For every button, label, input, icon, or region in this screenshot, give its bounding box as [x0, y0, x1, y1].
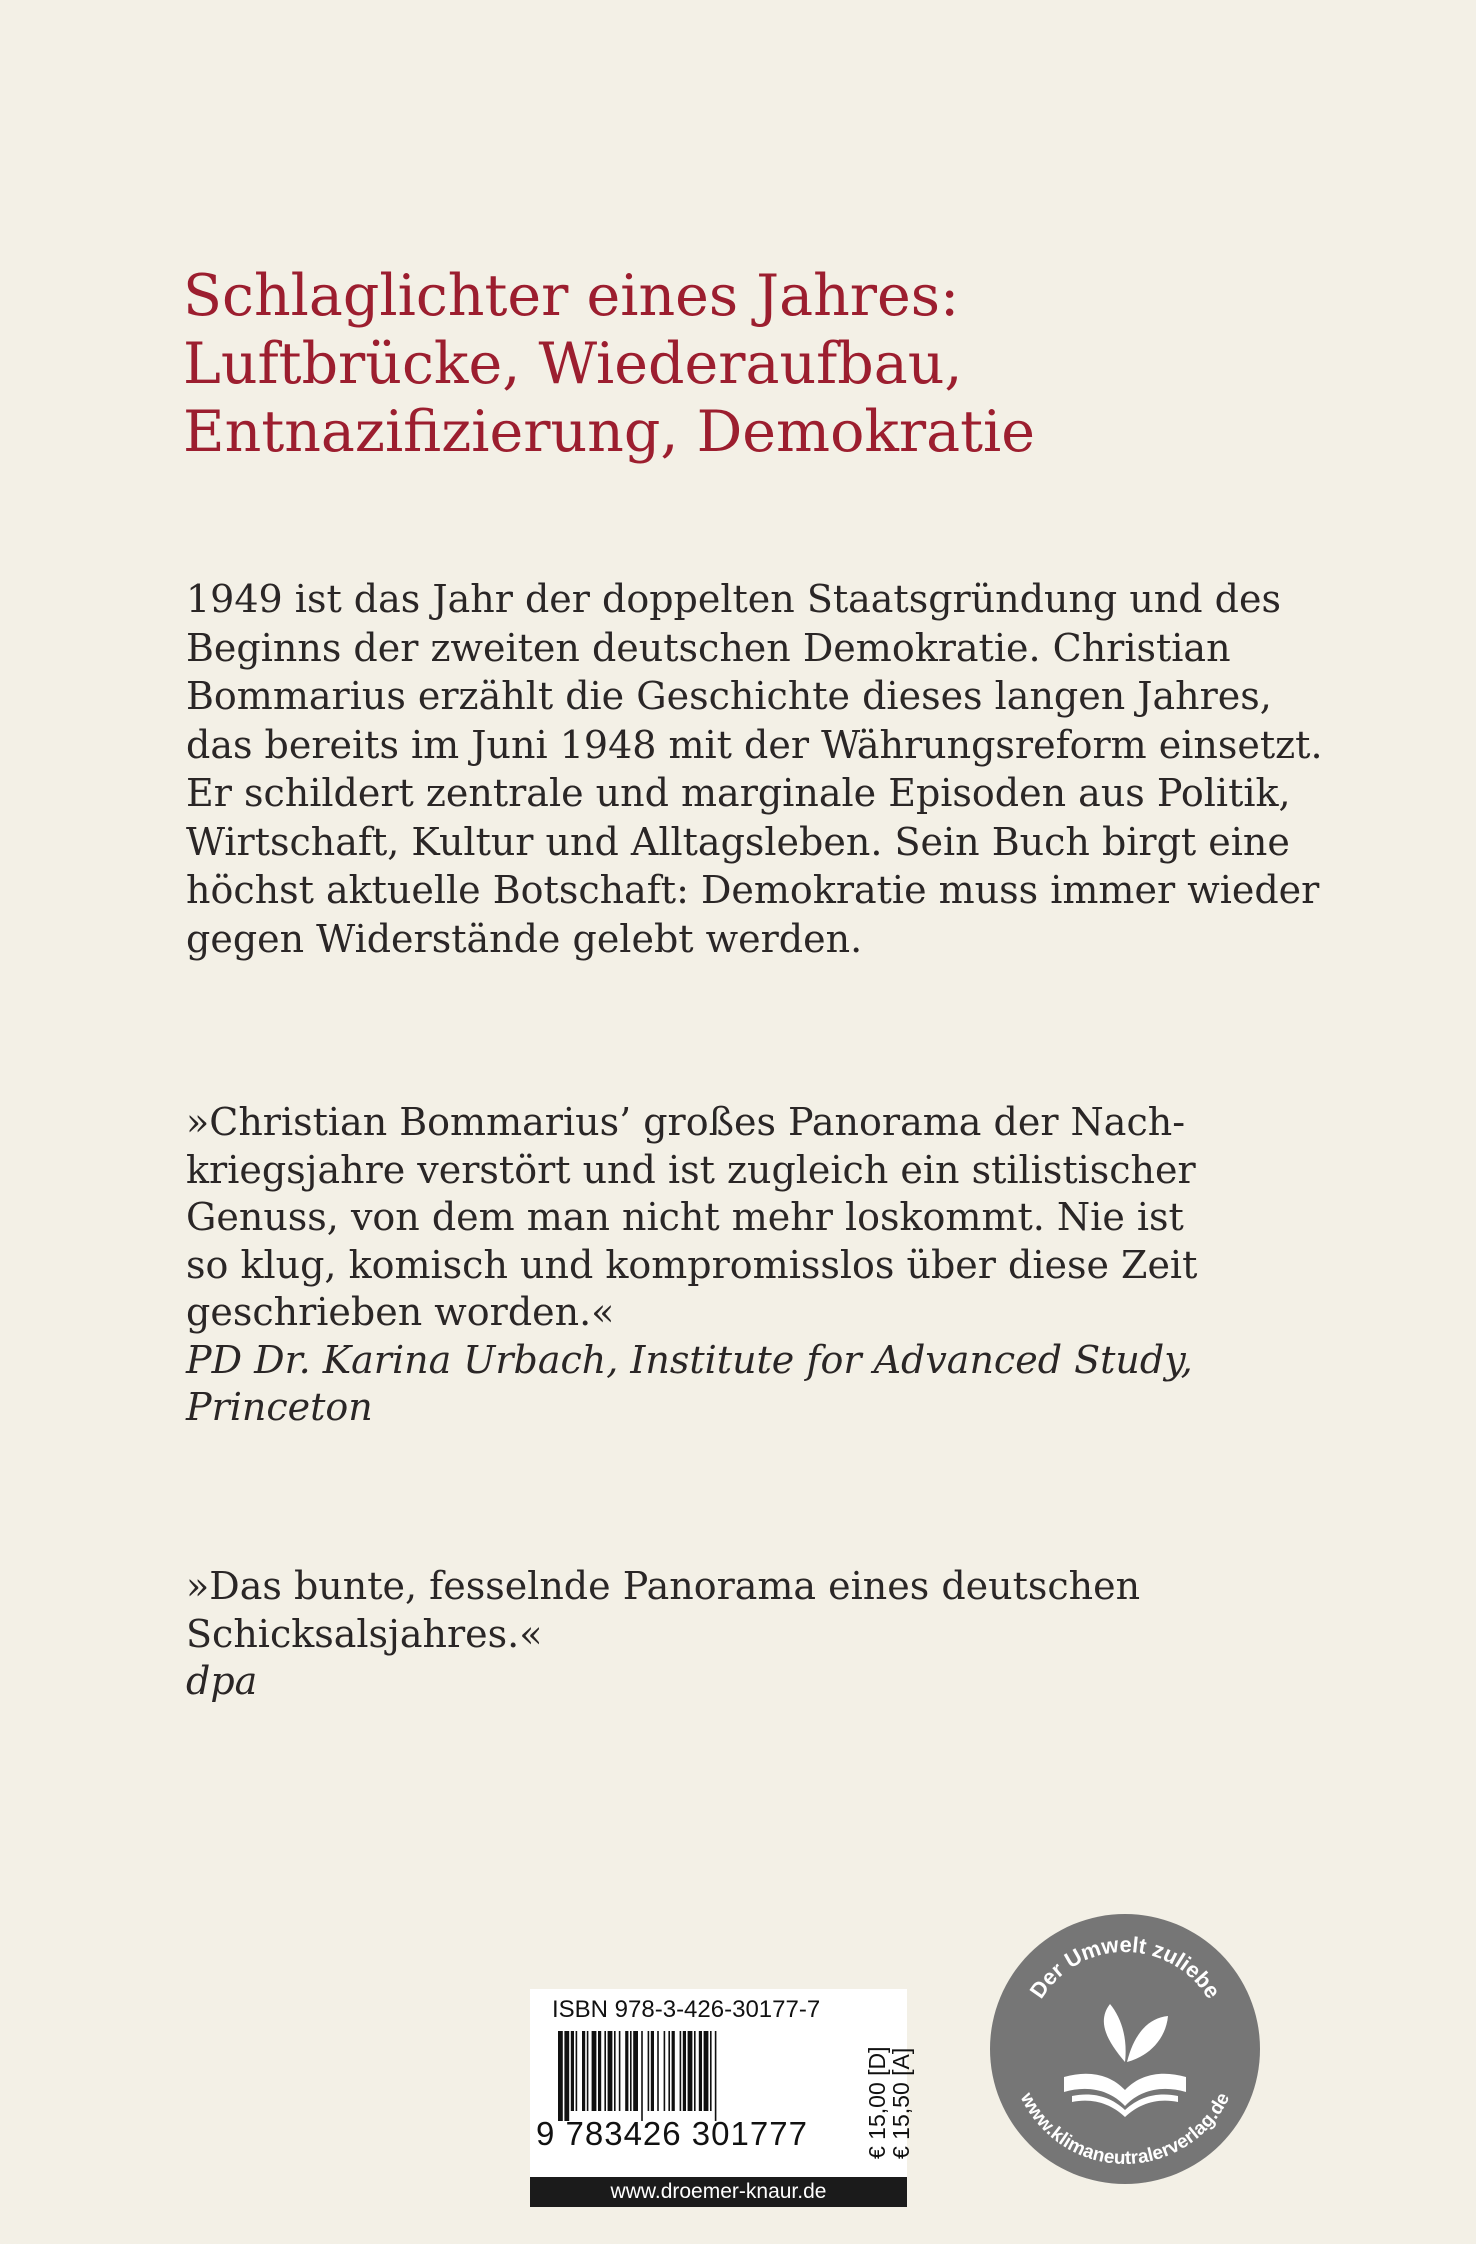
barcode-bar	[592, 2031, 597, 2111]
barcode-bar	[625, 2031, 628, 2111]
barcode-bar	[668, 2031, 670, 2111]
barcode-bar	[694, 2031, 696, 2111]
barcode-bar	[564, 2031, 569, 2121]
eco-badge	[988, 1912, 1262, 2186]
barcode-bar	[710, 2031, 712, 2111]
book-blurb	[186, 575, 1336, 963]
headline-line: Schlaglichter eines Jahres:	[183, 263, 960, 329]
barcode-bar	[683, 2031, 686, 2111]
blurb-line: Er schildert zentrale und marginale Episoden aus Politik,	[186, 771, 1291, 815]
barcode-bar	[680, 2031, 682, 2111]
blurb-line: höchst aktuelle Botschaft: Demokratie muss immer wieder	[186, 868, 1320, 912]
quote-attribution: PD Dr. Karina Urbach, Institute for Advanced Study,	[186, 1337, 1193, 1382]
barcode-bar	[664, 2031, 666, 2111]
barcode-bar	[672, 2031, 675, 2111]
barcode-bar	[598, 2031, 601, 2111]
quote-line: »Das bunte, fesselnde Panorama eines deutschen	[186, 1564, 1141, 1608]
badge-bottom-text: www.klimaneutralerverlag.de	[1015, 2089, 1235, 2170]
review-quote-urbach	[186, 1099, 1336, 1432]
barcode-bar	[633, 2031, 638, 2111]
price-germany: € 15,00 [D]	[864, 2046, 890, 2159]
quote-attribution: dpa	[186, 1659, 258, 1703]
blurb-line: das bereits im Juni 1948 mit der Währungsreform einsetzt.	[186, 722, 1323, 767]
quote-line: »Christian Bommarius’ großes Panorama der Nach-	[186, 1100, 1186, 1144]
barcode-bar	[651, 2031, 654, 2111]
quote-line: kriegsjahre verstört und ist zugleich ein stilistischer	[186, 1147, 1196, 1192]
barcode-bar	[688, 2031, 693, 2111]
barcode-bar	[614, 2031, 616, 2111]
barcode-bar	[571, 2031, 574, 2111]
blurb-line: 1949 ist das Jahr der doppelten Staatsgründung und des	[186, 577, 1281, 621]
cover-headline	[183, 262, 1333, 466]
isbn-barcode-label	[530, 1989, 914, 2207]
quote-line: Schicksalsjahres.«	[186, 1611, 543, 1656]
barcode-bar	[630, 2031, 632, 2111]
barcode-bar	[604, 2031, 606, 2111]
barcode-bar	[657, 2031, 659, 2111]
quote-line: geschrieben worden.«	[186, 1290, 615, 1334]
barcode-digits: 9 783426 301777	[536, 2115, 808, 2152]
barcode-bar	[582, 2031, 585, 2111]
quote-attribution: Princeton	[186, 1385, 373, 1429]
barcode-bar	[715, 2031, 717, 2121]
barcode-bars	[558, 2031, 848, 2121]
barcode-bar	[576, 2031, 578, 2111]
headline-line: Luftbrücke, Wiederaufbau,	[183, 331, 963, 397]
barcode-bar	[619, 2031, 621, 2111]
quote-line: Genuss, von dem man nicht mehr loskommt. Nie ist	[186, 1195, 1184, 1239]
barcode-bar	[608, 2031, 613, 2111]
price-austria: € 15,50 [A]	[888, 2047, 914, 2159]
barcode-bar	[704, 2031, 709, 2111]
barcode-bar	[641, 2031, 643, 2121]
headline-line: Entnazifizierung, Demokratie	[183, 399, 1036, 465]
blurb-line: Beginns der zweiten deutschen Demokratie. Christian	[186, 625, 1231, 670]
barcode-bar	[587, 2031, 589, 2111]
blurb-line: Wirtschaft, Kultur und Alltagsleben. Sein Buch birgt eine	[186, 819, 1290, 864]
barcode-bar	[699, 2031, 702, 2111]
blurb-line: Bommarius erzählt die Geschichte dieses langen Jahres,	[186, 674, 1272, 718]
quote-line: so klug, komisch und kompromisslos über diese Zeit	[186, 1242, 1198, 1287]
barcode-bar	[558, 2031, 563, 2121]
review-quote-dpa	[186, 1563, 1336, 1706]
barcode-bar	[648, 2031, 650, 2111]
badge-top-text: Der Umwelt zuliebe	[1024, 1931, 1226, 2003]
publisher-url: www.droemer-knaur.de	[530, 2177, 907, 2207]
blurb-line: gegen Widerstände gelebt werden.	[186, 916, 863, 961]
isbn-number: ISBN 978-3-426-30177-7	[552, 1996, 821, 2023]
